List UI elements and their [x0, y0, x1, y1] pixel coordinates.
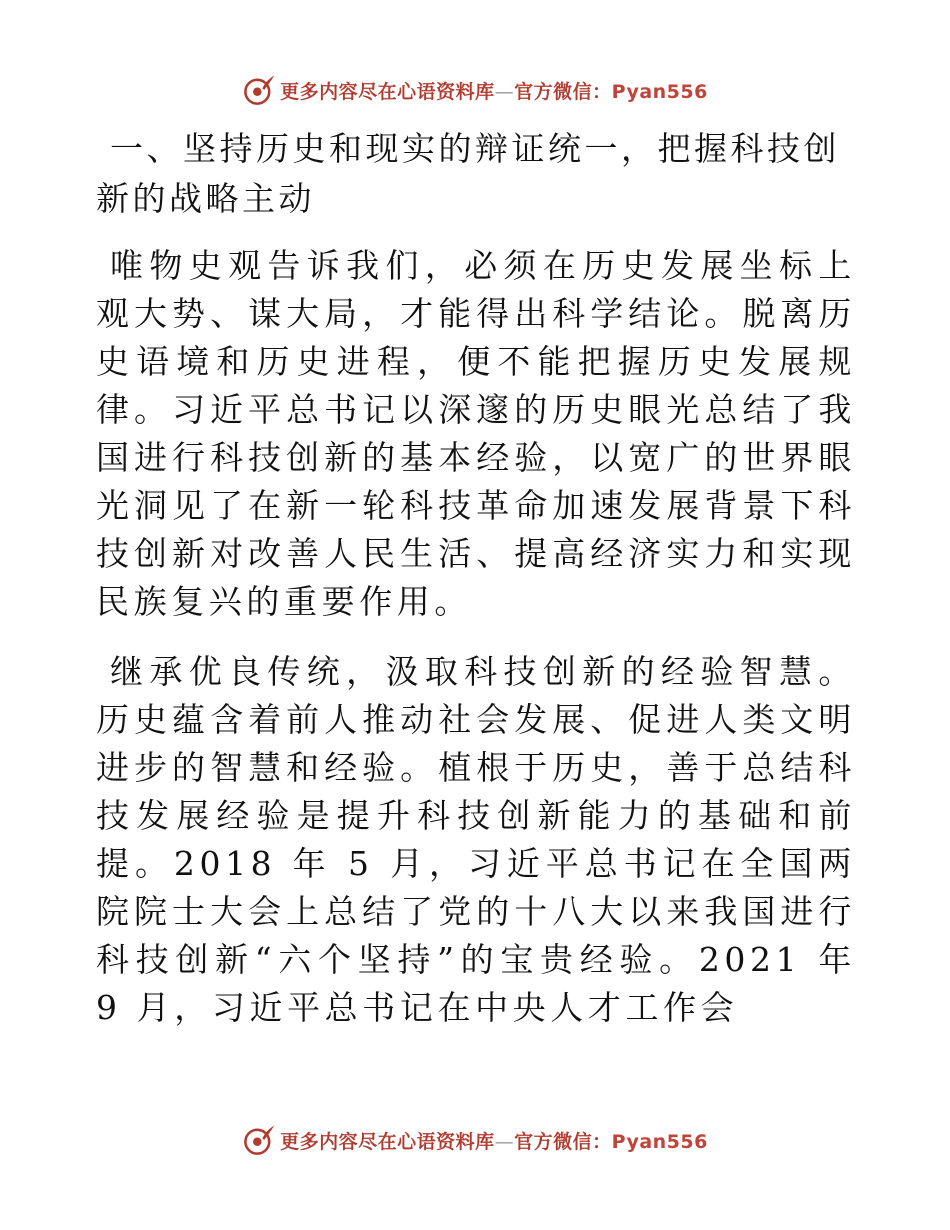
top-watermark-banner: [0, 70, 950, 110]
watermark-wechat-id: Pyan556: [611, 80, 708, 103]
paragraph: 唯物史观告诉我们，必须在历史发展坐标上观大势、谋大局，才能得出科学结论。脱离历史语境和历史进程，便不能把握历史发展规律。习近平总书记以深邃的历史眼光总结了我国进行科技创新的基本经验，以宽广的世界眼光洞见了在新一轮科技革命加速发展背景下科技创新对改善人民生活、提高经济实力和实现民族复兴的重要作用。: [96, 246, 856, 621]
feather-pen-circle-icon: [242, 1123, 276, 1157]
watermark-official-label: 官方微信：: [514, 1130, 612, 1153]
paragraph: 继承优良传统，汲取科技创新的经验智慧。历史蕴含着前人推动社会发展、促进人类文明进步的智慧和经验。植根于历史，善于总结科技发展经验是提升科技创新能力的基础和前提。2018 年 5 月，习近平总书记在全国两院院士大会上总结了党的十八大以来我国进行科技创新“六个坚持”的宝贵经验。2021 年 9 月，习近平总书记在中央人才工作会: [96, 652, 856, 1027]
bottom-watermark-banner: [0, 1120, 950, 1160]
watermark-wechat-id: Pyan556: [611, 1130, 708, 1153]
document-body: [96, 124, 856, 1032]
watermark-text: [280, 1127, 708, 1154]
watermark-separator: —: [494, 80, 515, 103]
watermark-brand-text: 更多内容尽在心语资料库: [280, 80, 495, 103]
section-heading: 一、坚持历史和现实的辩证统一，把握科技创新的战略主动: [96, 129, 840, 218]
watermark-separator: —: [494, 1130, 515, 1153]
feather-pen-circle-icon: [242, 73, 276, 107]
watermark-text: [280, 77, 708, 104]
watermark-brand-text: 更多内容尽在心语资料库: [280, 1130, 495, 1153]
watermark-official-label: 官方微信：: [514, 80, 612, 103]
